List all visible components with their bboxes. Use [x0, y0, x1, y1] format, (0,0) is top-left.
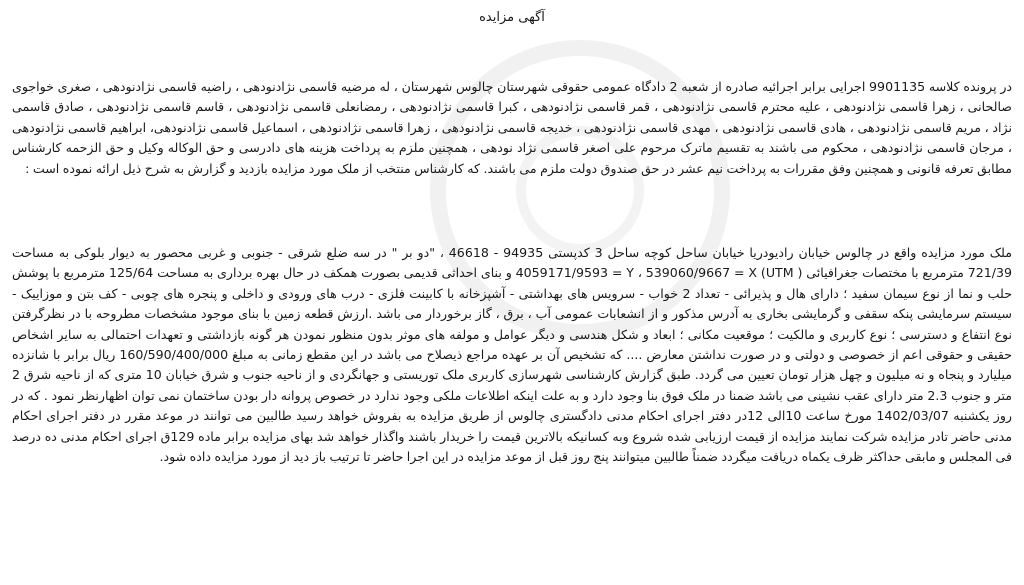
notice-paragraph-parties: در پرونده کلاسه 9901135 اجرایی برابر اجرائیه صادره از شعبه 2 دادگاه عمومی حقوقی شهرستان چالوس شهرستان ، له مرضیه قاسمی نژادنودهی ، راضیه قاسمی نژادنودهی ، صغری خواجوی صالحانی ، زهرا قاسمی نژادنودهی ، علیه محترم قاسمی نژادنودهی ، قمر قاسمی نژادنودهی ، کبرا قاسمی نژادنودهی ، رمضانعلی قاسمی نژادنودهی ، قاسم قاسمی نژادنودهی ، صادق قاسمی نژاد ، مریم قاسمی نژادنودهی ، هادی قاسمی نژادنودهی ، مهدی قاسمی نژادنودهی ، خدیجه قاسمی نژادنودهی ، زهرا قاسمی نژادنودهی ، اسماعیل قاسمی نژادنودهی، ابراهیم قاسمی نژادنودهی ، مرجان قاسمی نژادنودهی ، محکوم می باشند به تقسیم ماترک مرحوم علی اصغر قاسمی نژاد نودهی ، همچنین ملزم به پرداخت هزینه های دادرسی و حق الوکاله وکیل و حق الزحمه کارشناس مطابق تعرفه قانونی و همچنین وفق مقررات به پرداخت نیم عشر در حق صندوق دولت ملزم می باشند. که کارشناس منتخب از ملک مورد مزایده بازدید و گزارش به شرح ذیل ارائه نموده است : — [12, 79, 1013, 176]
notice-title: آگهی مزایده — [479, 10, 545, 25]
notice-paragraph-property: ملک مورد مزایده واقع در چالوس خیابان رادیودریا خیابان ساحل کوچه ساحل 3 کدپستی 94935 - 46618 ، "دو بر " در سه ضلع شرقی - جنوبی و غربی محصور به دیوار بلوکی به مساحت 721/39 مترمربع با مختصات جغرافیائی ( UTM) 4059171/9593 = Y ، 539060/9667 = X و بنای احداثی قدیمی بصورت همکف در حال بهره برداری به مساحت 125/64 مترمربع با پوشش حلب و نما از نوع سیمان سفید ؛ دارای هال و پذیرائی - تعداد 2 خواب - سرویس های بهداشتی - آشپزخانه با کابینت فلزی - درب های ورودی و داخلی و پنجره های چوبی - کف بتن و موزاییک - سیستم سرمایشی پنکه سقفی و گرمایشی بخاری به آدرس مذکور و از انشعابات عمومی آب ، برق ، گاز برخوردار می باشد .ارزش قطعه زمین با بنای موجود مشخصات مطروحه با در نظرگرفتن نوع انتفاع و دسترسی ؛ نوع کاربری و مالکیت ؛ موقعیت مکانی ؛ ابعاد و شکل هندسی و دیگر عوامل و مولفه های موثر بدون منظور نمودن هر گونه بازداشتی و تعهدات احتمالی به سایر اشخاص حقیقی و حقوقی اعم از خصوصی و دولتی و در صورت نداشتن معارض .... که تشخیص آن بر عهده مراجع ذیصلاح می باشد در این مقطع زمانی به مبلغ 160/590/400/000 ریال برابر با شانزده میلیارد و پنجاه و نه میلیون و چهل هزار تومان تعیین می گردد. طبق گزارش کارشناسی شهرسازی کاربری ملک توریستی و جهانگردی و از ناحیه جنوب و شرق خیابان 10 متری که از ناحیه شرق 2 متر و جنوب 2.3 متر دارای عقب نشینی می باشد ضمنا در ملک فوق بنا وجود دارد و به علت اینکه اطلاعات ملکی وجود ندارد در خصوص پروانه دار بودن ساختمان نمی توان اظهارنظر نمود . که در روز یکشنبه 1402/03/07 مورخ ساعت 10الی 12در دفتر اجرای احکام مدنی دادگستری چالوس از طریق مزایده به بفروش خواهد رسید طالبین می توانند در موعد مقرر در دفتر اجرای احکام مدنی حاضر تادر مزایده شرکت نمایند مزایده از قیمت ارزیابی شده شروع وبه کسانیکه بالاترین قیمت را خریدار باشند واگذار خواهد شد بهای مزایده برابر ماده 129ق اجرای احکام مدنی ده درصد فی المجلس و مابقی حداکثر ظرف یکماه دریافت میگردد ضمناً طالبین میتوانند پنج روز قبل از موعد مزایده در این اجرا حاضر تا ترتیب باز دید از مورد مزایده داده شود. — [12, 245, 1013, 465]
